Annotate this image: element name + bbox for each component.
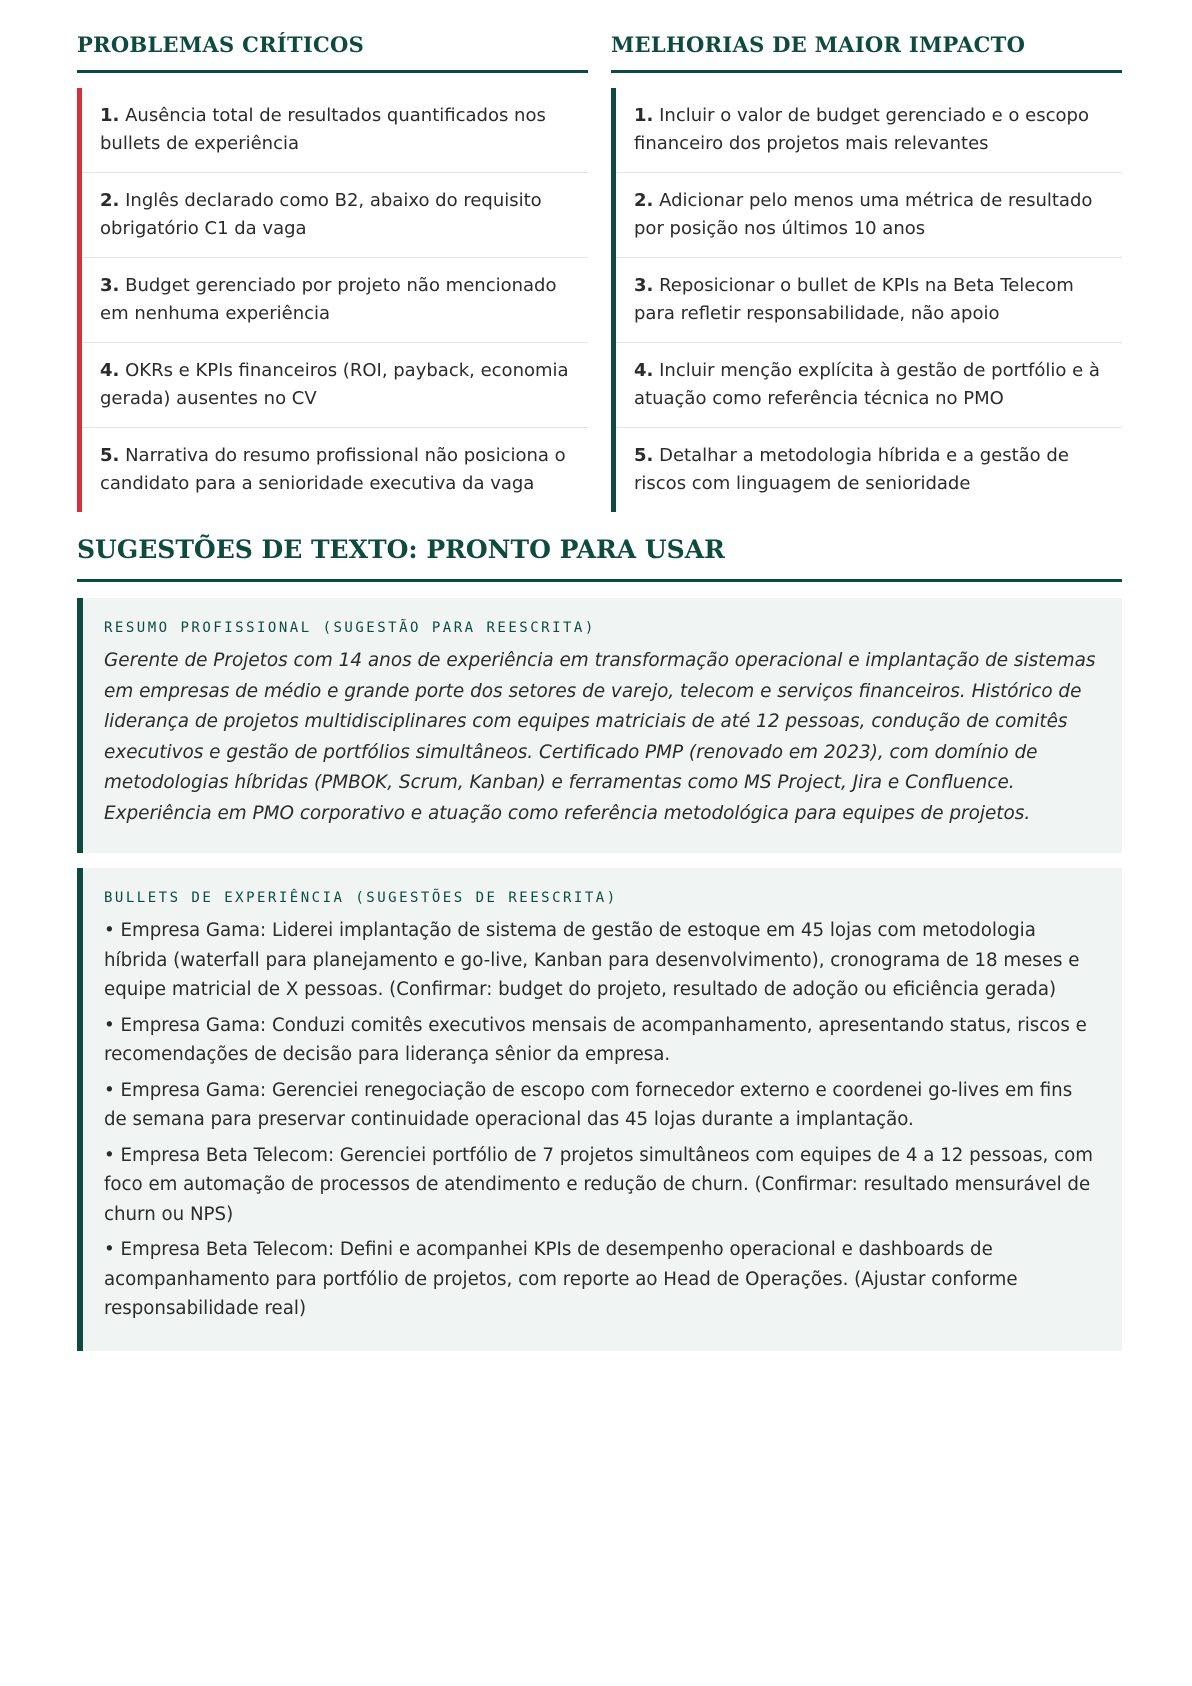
list-item: 1. Ausência total de resultados quantificados nos bullets de experiência (82, 88, 588, 173)
bullet-item: • Empresa Beta Telecom: Defini e acompanhei KPIs de desempenho operacional e dashboards de acompanhamento para portfólio de projetos, com reporte ao Head de Operações. (Ajustar conforme responsabilidade real) (104, 1239, 1018, 1319)
divider (77, 579, 1122, 582)
list-item: 5. Narrativa do resumo profissional não posiciona o candidato para a senioridade executiva da vaga (100, 445, 566, 494)
bullet-item: • Empresa Gama: Conduzi comitês executivos mensais de acompanhamento, apresentando status, riscos e recomendações de decisão para liderança sênior da empresa. (104, 1014, 1087, 1065)
bullets-label: BULLETS DE EXPERIÊNCIA (SUGESTÕES DE REESCRITA) (104, 890, 618, 906)
list-item: 1. Incluir o valor de budget gerenciado e o escopo financeiro dos projetos mais relevantes (616, 88, 1122, 173)
critical-problems-title: PROBLEMAS CRÍTICOS (77, 32, 365, 57)
critical-problems-column (77, 30, 588, 512)
bullet-item: • Empresa Gama: Liderei implantação de sistema de gestão de estoque em 45 lojas com metodologia híbrida (waterfall para planejamento e go-live, Kanban para desenvolvimento), cronograma de 18 meses e equipe matricial de X pessoas. (Confirmar: budget do projeto, resultado de adoção ou eficiência gerada) (104, 920, 1080, 1000)
list-item: 2. Inglês declarado como B2, abaixo do requisito obrigatório C1 da vaga (82, 173, 588, 258)
top-grid (77, 30, 1122, 512)
list-item: 2. Adicionar pelo menos uma métrica de resultado por posição nos últimos 10 anos (616, 173, 1122, 258)
list-item: 3. Budget gerenciado por projeto não mencionado em nenhuma experiência (82, 258, 588, 343)
improvements-column (611, 30, 1122, 512)
list-item: 3. Reposicionar o bullet de KPIs na Beta Telecom para refletir responsabilidade, não apoio (616, 258, 1122, 343)
suggestions-title: SUGESTÕES DE TEXTO: PRONTO PARA USAR (77, 535, 725, 564)
summary-label: RESUMO PROFISSIONAL (SUGESTÃO PARA REESCRITA) (104, 620, 596, 636)
list-item: 4. OKRs e KPIs financeiros (ROI, payback, economia gerada) ausentes no CV (82, 343, 588, 428)
bullets-suggestion-box (77, 868, 1122, 1351)
divider (611, 70, 1122, 73)
summary-text: Gerente de Projetos com 14 anos de experiência em transformação operacional e implantação de sistemas em empresas de médio e grande porte dos setores de varejo, telecom e serviços financeiros. Histórico de liderança de projetos multidisciplinares com equipes matriciais de até 12 pessoas, condução de comitês executivos e gestão de portfólios simultâneos. Certificado PMP (renovado em 2023), com domínio de metodologias híbridas (PMBOK, Scrum, Kanban) e ferramentas como MS Project, Jira e Confluence. Experiência em PMO corporativo e atuação como referência metodológica para equipes de projetos. (104, 650, 1096, 824)
divider (77, 70, 588, 73)
bullet-item: • Empresa Gama: Gerenciei renegociação de escopo com fornecedor externo e coordenei go-lives em fins de semana para preservar continuidade operacional das 45 lojas durante a implantação. (104, 1079, 1073, 1130)
improvements-list (611, 88, 1122, 512)
list-item: 5. Detalhar a metodologia híbrida e a gestão de riscos com linguagem de senioridade (634, 445, 1069, 494)
improvements-title: MELHORIAS DE MAIOR IMPACTO (611, 32, 1026, 57)
list-item: 4. Incluir menção explícita à gestão de portfólio e à atuação como referência técnica no PMO (616, 343, 1122, 428)
bullet-item: • Empresa Beta Telecom: Gerenciei portfólio de 7 projetos simultâneos com equipes de 4 a 12 pessoas, com foco em automação de processos de atendimento e redução de churn. (Confirmar: resultado mensurável de churn ou NPS) (104, 1144, 1093, 1225)
summary-suggestion-box (77, 598, 1122, 853)
critical-problems-list (77, 88, 588, 512)
